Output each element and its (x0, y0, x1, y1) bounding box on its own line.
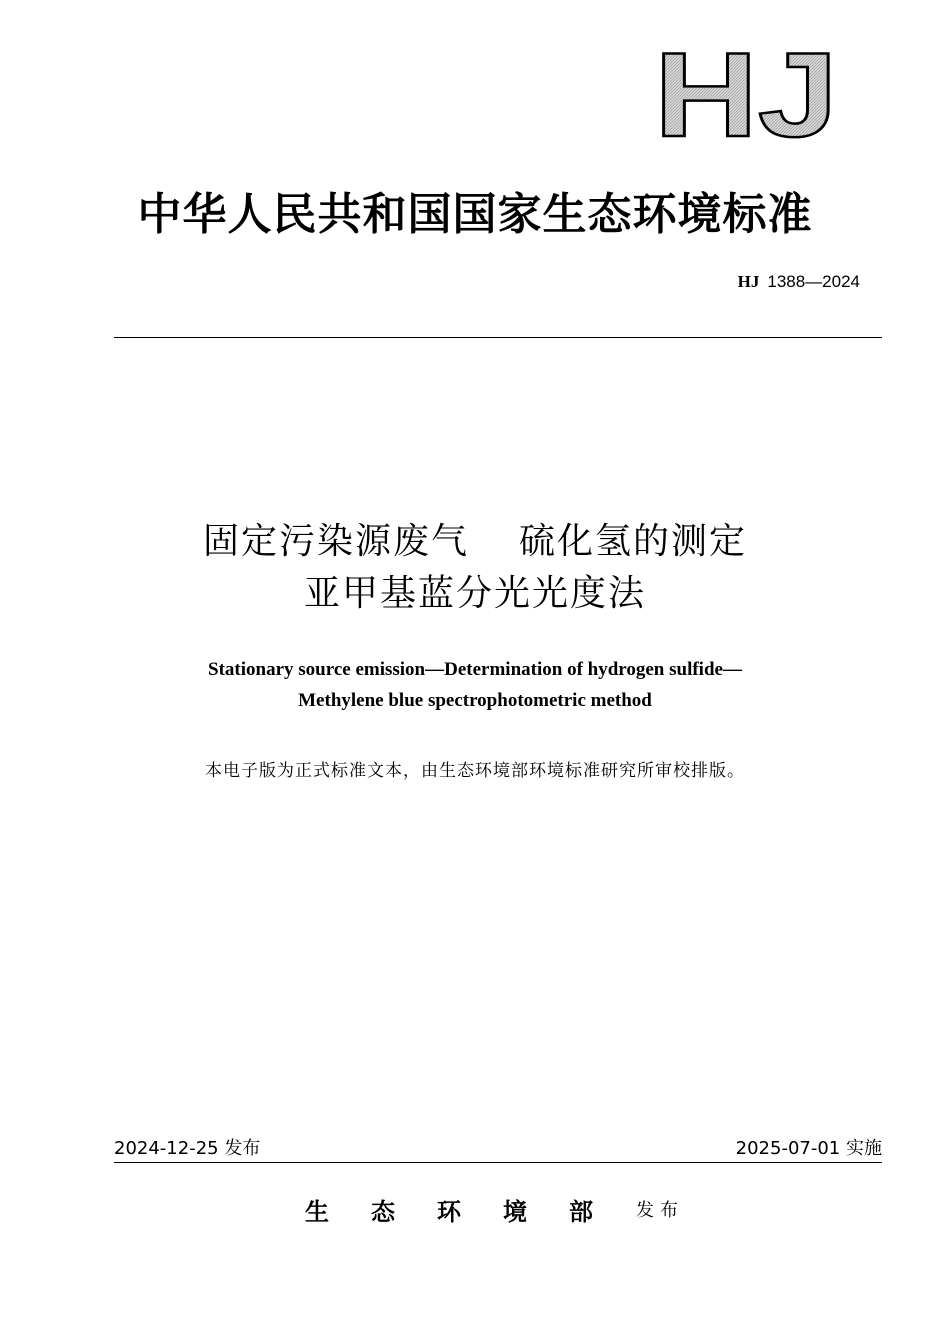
chinese-title-part-b: 硫化氢的测定 (519, 521, 748, 562)
standard-code (738, 272, 860, 292)
standard-prefix: HJ (737, 272, 760, 291)
header-divider (114, 337, 882, 338)
effective-date: 2025-07-01 实施 (735, 1138, 882, 1159)
publisher-suffix: 发布 (636, 1200, 684, 1221)
chinese-title-part-a: 固定污染源废气 (202, 521, 469, 562)
chinese-title-line-1 (0, 516, 950, 568)
electronic-version-note: 本电子版为正式标准文本，由生态环境部环境标准研究所审校排版。 (205, 761, 745, 781)
footer-divider (114, 1162, 882, 1163)
hj-logo (652, 40, 842, 144)
issue-date: 2024-12-25 发布 (114, 1138, 261, 1159)
english-title-line-2: Methylene blue spectrophotometric method (298, 690, 652, 711)
chinese-title-line-2: 亚甲基蓝分光光度法 (303, 573, 646, 614)
issuing-authority-title: 中华人民共和国国家生态环境标准 (137, 189, 813, 240)
standard-number: 1388—2024 (767, 272, 860, 291)
english-title-line-1: Stationary source emission—Determination of hydrogen sulfide— (208, 659, 742, 680)
chinese-title (0, 516, 950, 620)
english-title (0, 654, 950, 716)
logo-letters: HJ (654, 40, 838, 144)
publisher-name: 生态环境部 (305, 1197, 635, 1226)
